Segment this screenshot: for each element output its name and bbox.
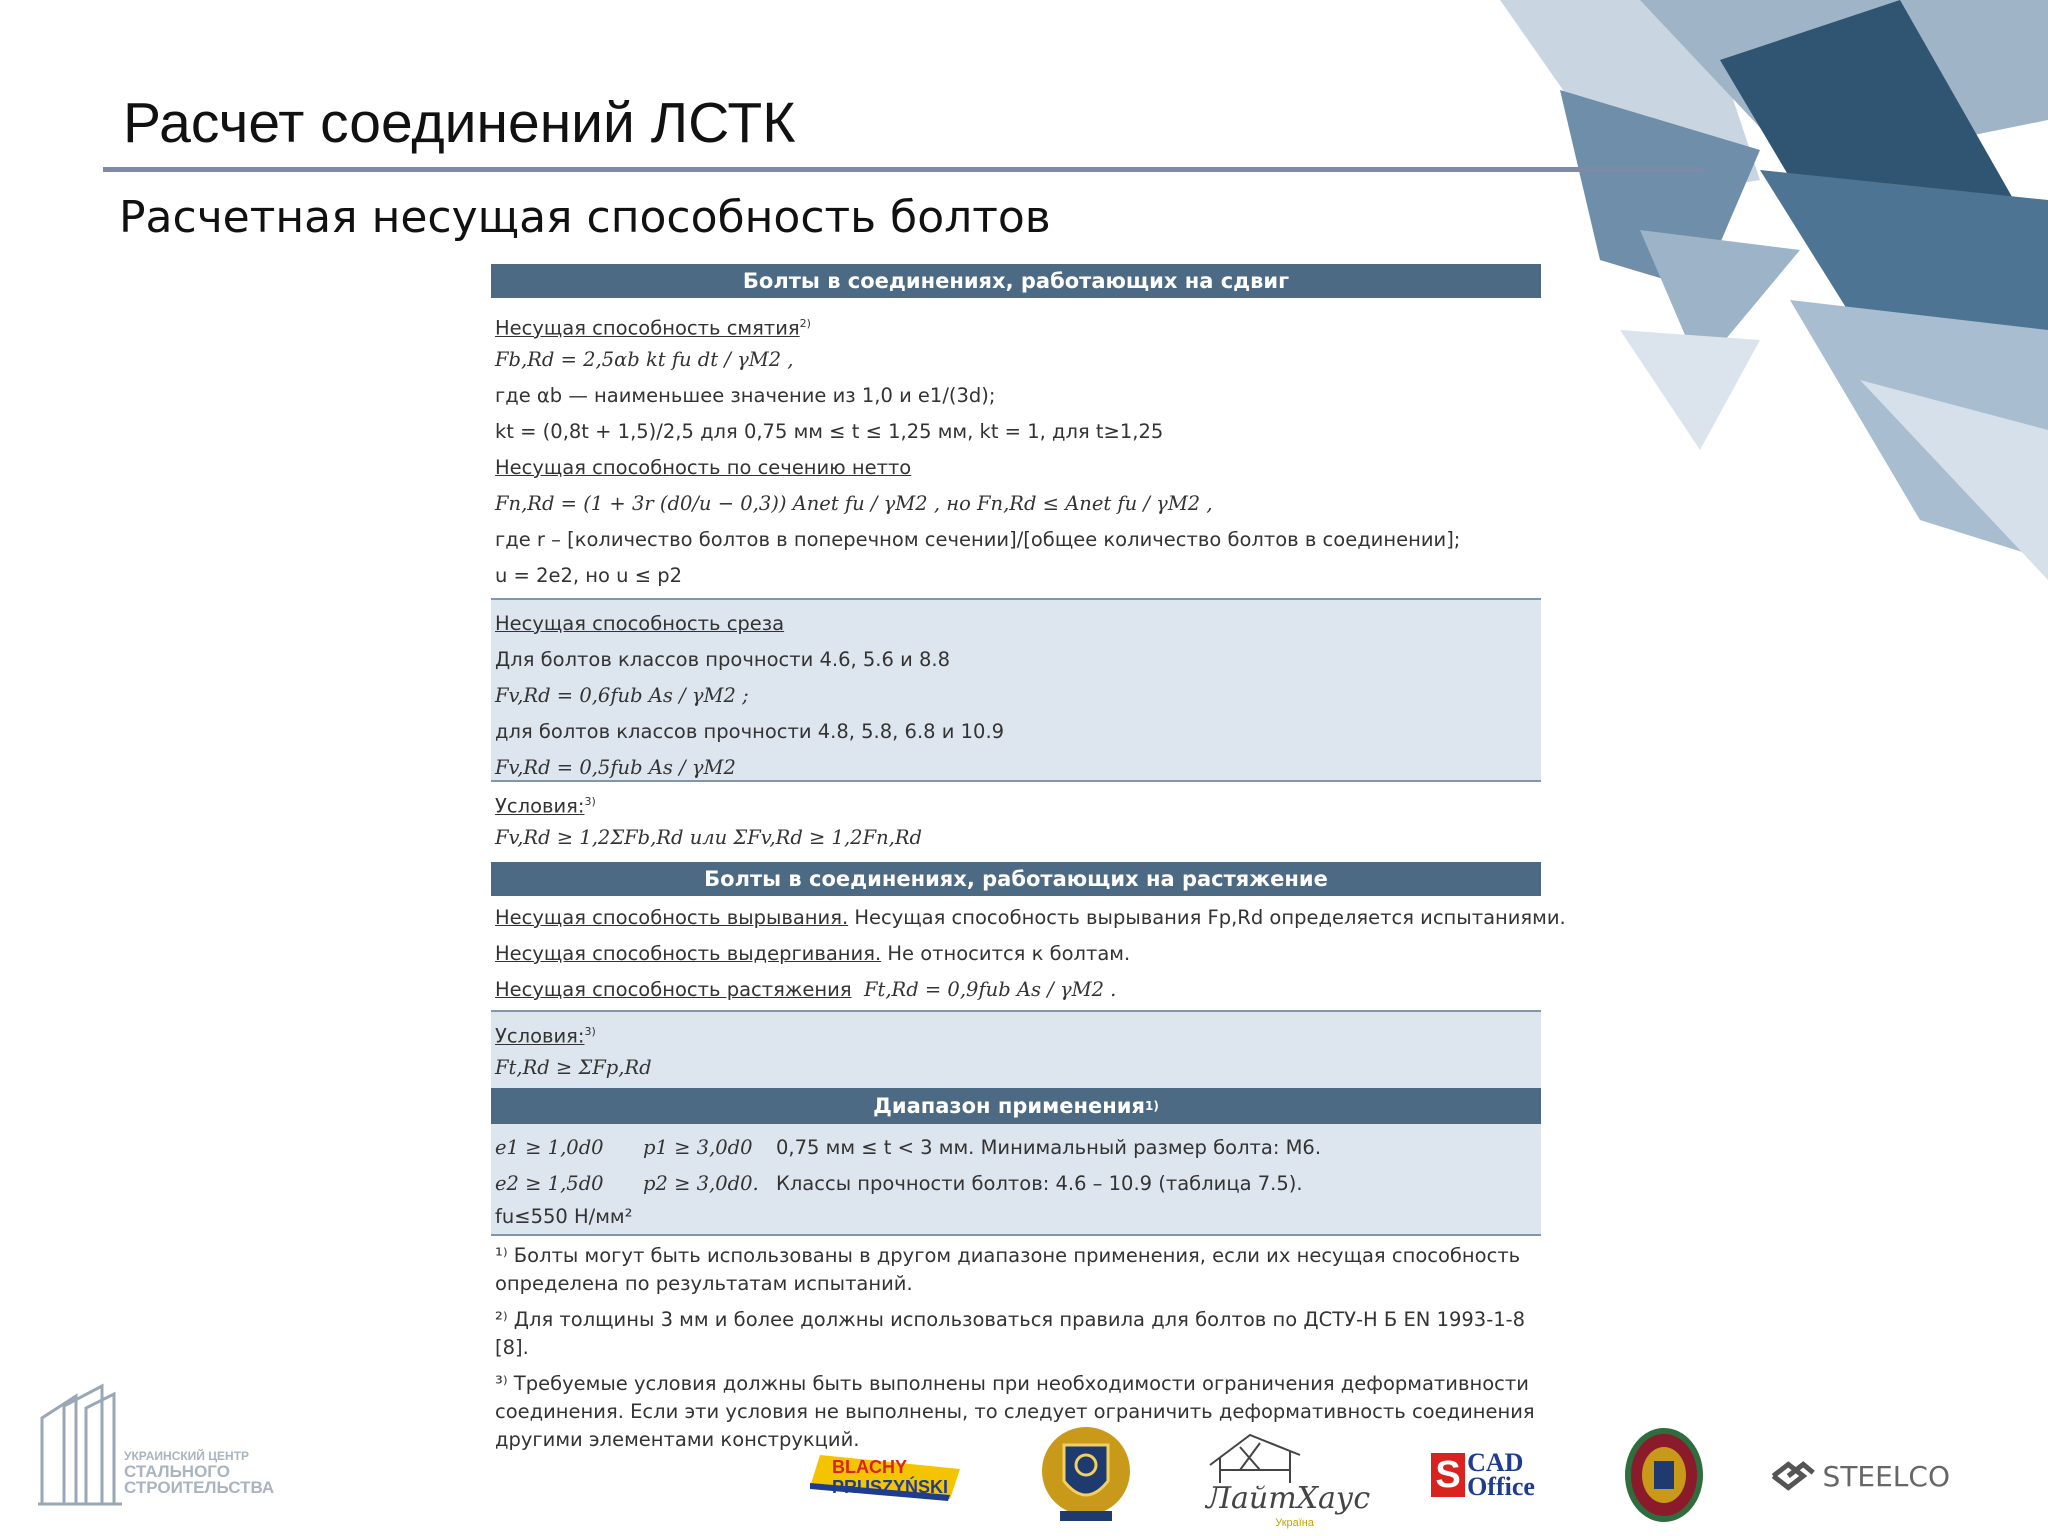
tension-section	[491, 896, 1566, 1012]
tension-label: Несущая способность растяжения	[495, 978, 852, 1001]
steelco-logo	[1770, 1451, 1950, 1501]
shear-label: Несущая способность среза	[495, 612, 785, 635]
house-icon	[1200, 1425, 1320, 1485]
bearing-formula: Fb,Rd = 2,5αb kt fu dt / γM2 ,	[495, 348, 794, 371]
emblem-icon	[1624, 1425, 1704, 1525]
range-p2: p2 ≥ 3,0d0.	[643, 1172, 759, 1195]
ukrainian-steel-center-logo	[36, 1378, 296, 1508]
steelco-mark-icon	[1770, 1456, 1817, 1496]
range-header-text: Диапазон применения	[873, 1094, 1145, 1118]
tension-header: Болты в соединениях, работающих на растяжение	[491, 862, 1541, 896]
range-header	[491, 1088, 1541, 1124]
conditions-note: 3)	[584, 795, 596, 808]
steelco-text: STEELCO	[1822, 1459, 1950, 1493]
office-text: Office	[1467, 1472, 1535, 1501]
cad-s-icon: S	[1431, 1453, 1465, 1497]
pull-out-text: Не относится к болтам.	[887, 942, 1131, 965]
pruszynski-text: PRUSZYŃSKI	[831, 1477, 948, 1497]
pull-through-label: Несущая способность вырывания.	[495, 906, 849, 929]
range-section	[491, 1124, 1541, 1236]
cad-office-logo	[1418, 1445, 1548, 1505]
tension-formula: Ft,Rd = 0,9fub As / γM2 .	[863, 978, 1117, 1001]
bearing-section	[491, 298, 1541, 600]
conditions-label: Условия:	[495, 794, 585, 818]
title-divider	[103, 167, 1703, 172]
laithaus-logo	[1200, 1425, 1371, 1533]
shear-section	[491, 600, 1541, 782]
blachy-text: BLACHY	[831, 1457, 907, 1477]
emblem-logo	[1624, 1425, 1704, 1525]
pull-out-label: Несущая способность выдергивания.	[495, 942, 882, 965]
bearing-label: Несущая способность смятия	[495, 316, 800, 340]
pull-through-text: Несущая способность вырывания Fp,Rd определяется испытаниями.	[854, 906, 1566, 929]
range-header-note: 1)	[1145, 1099, 1159, 1113]
footnote-3: ³⁾ Требуемые условия должны быть выполнены при необходимости ограничения деформативности соединения. Если эти условия не выполнены, то следует ограничить деформативность соединения другими элементами конструкций.	[495, 1372, 1535, 1451]
shear-line1: Для болтов классов прочности 4.6, 5.6 и 8.8	[495, 648, 950, 671]
corner-logo-line2: СТАЛЬНОГО	[124, 1462, 230, 1481]
conditions2-label: Условия:	[495, 1024, 585, 1048]
shear-formula2: Fv,Rd = 0,5fub As / γM2	[495, 756, 736, 779]
range-fu: fu≤550 Н/мм²	[495, 1205, 633, 1228]
cad-text: CAD	[1467, 1448, 1524, 1477]
range-p1: p1 ≥ 3,0d0	[643, 1136, 753, 1159]
conditions2-formula: Ft,Rd ≥ ΣFp,Rd	[495, 1056, 652, 1079]
bolt-capacity-table	[491, 264, 1566, 1451]
conditions-tension	[491, 1012, 1541, 1088]
conditions2-note: 3)	[584, 1025, 596, 1038]
laithaus-text: ЛайтХаус	[1206, 1481, 1371, 1516]
range-e1: e1 ≥ 1,0d0	[495, 1136, 604, 1159]
laithaus-sub: Україна	[1275, 1517, 1314, 1529]
bearing-note: 2)	[799, 317, 811, 330]
slide-title: Расчет соединений ЛСТК	[123, 91, 796, 155]
slide-subtitle: Расчетная несущая способность болтов	[119, 192, 1051, 243]
range-classes: Классы прочности болтов: 4.6 – 10.9 (таблица 7.5).	[776, 1172, 1303, 1195]
net-section-formula: Fn,Rd = (1 + 3r (d0/u − 0,3)) Anet fu / γM2 , но Fn,Rd ≤ Anet fu / γM2 ,	[495, 492, 1213, 515]
crest-shield-icon	[1040, 1425, 1132, 1525]
conditions-shear	[491, 782, 1541, 862]
shear-header: Болты в соединениях, работающих на сдвиг	[491, 264, 1541, 298]
shear-line2: для болтов классов прочности 4.8, 5.8, 6.8 и 10.9	[495, 720, 1005, 743]
shear-formula1: Fv,Rd = 0,6fub As / γM2 ;	[495, 684, 749, 707]
footnote-2: ²⁾ Для толщины 3 мм и более должны использоваться правила для болтов по ДСТУ-Н Б EN 1993-1-8 [8].	[495, 1308, 1526, 1359]
footnote-1: ¹⁾ Болты могут быть использованы в другом диапазоне применения, если их несущая способность определена по результатам испытаний.	[495, 1244, 1521, 1295]
u-definition: u = 2e2, но u ≤ p2	[495, 564, 683, 587]
net-section-where: где r – [количество болтов в поперечном сечении]/[общее количество болтов в соединении];	[495, 528, 1461, 551]
corner-logo-line3: СТРОИТЕЛЬСТВА	[124, 1478, 275, 1497]
net-section-label: Несущая способность по сечению нетто	[495, 456, 912, 479]
conditions-formula: Fv,Rd ≥ 1,2ΣFb,Rd или ΣFv,Rd ≥ 1,2Fn,Rd	[495, 826, 923, 849]
range-e2: e2 ≥ 1,5d0	[495, 1172, 604, 1195]
blachy-pruszynski-logo	[810, 1447, 970, 1507]
corner-logo-line1: УКРАИНСКИЙ ЦЕНТР	[124, 1449, 250, 1463]
kt-definition: kt = (0,8t + 1,5)/2,5 для 0,75 мм ≤ t ≤ 1,25 мм, kt = 1, для t≥1,25	[495, 420, 1164, 443]
partner-logos	[800, 1425, 1950, 1535]
bearing-where: где αb — наименьшее значение из 1,0 и e1/(3d);	[495, 384, 996, 407]
university-crest-logo	[1040, 1425, 1132, 1525]
building-icon	[36, 1378, 126, 1508]
range-thickness: 0,75 мм ≤ t < 3 мм. Минимальный размер болта: М6.	[776, 1136, 1322, 1159]
